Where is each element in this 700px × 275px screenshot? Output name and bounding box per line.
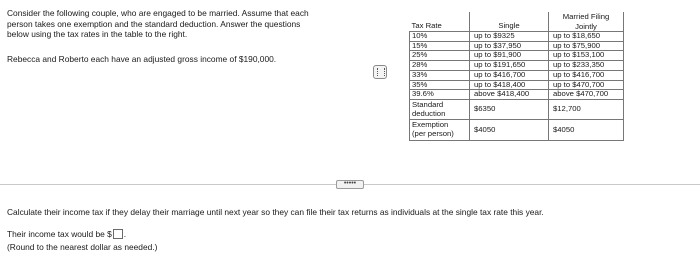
income-statement: Rebecca and Roberto each have an adjusted gross income of $190,000.	[7, 54, 277, 64]
married-cell: up to $18,650	[549, 32, 624, 42]
header-married-line-2: Jointly	[575, 21, 597, 31]
exemption-label	[410, 120, 470, 140]
answer-line	[7, 229, 126, 239]
header-single: Single	[470, 12, 549, 32]
rate-cell: 33%	[410, 70, 470, 80]
question-text: Calculate their income tax if they delay their marriage until next year so they can file their tax returns as individuals at the single tax rate this year.	[7, 207, 544, 217]
intro-line-3: below using the tax rates in the table to the right.	[7, 29, 188, 39]
exemption-label-line-2: (per person)	[412, 129, 454, 139]
standard-deduction-label	[410, 99, 470, 119]
header-tax-rate: Tax Rate	[410, 12, 470, 32]
intro-line-1: Consider the following couple, who are engaged to be married. Assume that each	[7, 8, 309, 18]
exemption-label-line-1: Exemption	[412, 120, 449, 130]
income-tax-answer-input[interactable]	[113, 229, 123, 239]
single-cell: up to $416,700	[470, 70, 549, 80]
single-cell: up to $37,950	[470, 41, 549, 51]
more-options-button[interactable]: •••••	[336, 180, 364, 189]
table-header-row	[410, 12, 624, 32]
married-cell: up to $470,700	[549, 80, 624, 90]
standard-married-cell: $12,700	[549, 99, 624, 119]
answer-prefix: Their income tax would be $	[7, 229, 112, 239]
intro-line-2: person takes one exemption and the standard deduction. Answer the questions	[7, 18, 301, 29]
table-row	[410, 61, 624, 71]
married-cell: up to $75,900	[549, 41, 624, 51]
single-cell: up to $191,650	[470, 61, 549, 71]
exemption-row	[410, 120, 624, 140]
rounding-instruction: (Round to the nearest dollar as needed.)	[7, 242, 158, 252]
problem-intro	[7, 8, 382, 40]
table-expand-icon[interactable]	[373, 65, 387, 79]
header-married-line-1: Married Filing	[562, 12, 610, 21]
standard-label-line-2: deduction	[412, 108, 446, 118]
single-cell: above $418,400	[470, 90, 549, 100]
rate-cell: 35%	[410, 80, 470, 90]
exemption-married-cell: $4050	[549, 120, 624, 140]
header-married-jointly	[549, 12, 624, 32]
single-cell: up to $91,900	[470, 51, 549, 61]
table-row	[410, 90, 624, 100]
single-cell: up to $9325	[470, 32, 549, 42]
standard-deduction-row	[410, 99, 624, 119]
married-cell: up to $153,100	[549, 51, 624, 61]
standard-label-line-1: Standard	[412, 99, 444, 109]
married-cell: up to $416,700	[549, 70, 624, 80]
single-cell: up to $418,400	[470, 80, 549, 90]
rate-cell: 10%	[410, 32, 470, 42]
tax-rate-table	[409, 12, 624, 141]
rate-cell: 28%	[410, 61, 470, 71]
rate-cell: 25%	[410, 51, 470, 61]
rate-cell: 39.6%	[410, 90, 470, 100]
table-row	[410, 32, 624, 42]
standard-single-cell: $6350	[470, 99, 549, 119]
rate-cell: 15%	[410, 41, 470, 51]
exemption-single-cell: $4050	[470, 120, 549, 140]
married-cell: up to $233,350	[549, 61, 624, 71]
married-cell: above $470,700	[549, 90, 624, 100]
answer-suffix: .	[123, 229, 127, 239]
table-row	[410, 70, 624, 80]
